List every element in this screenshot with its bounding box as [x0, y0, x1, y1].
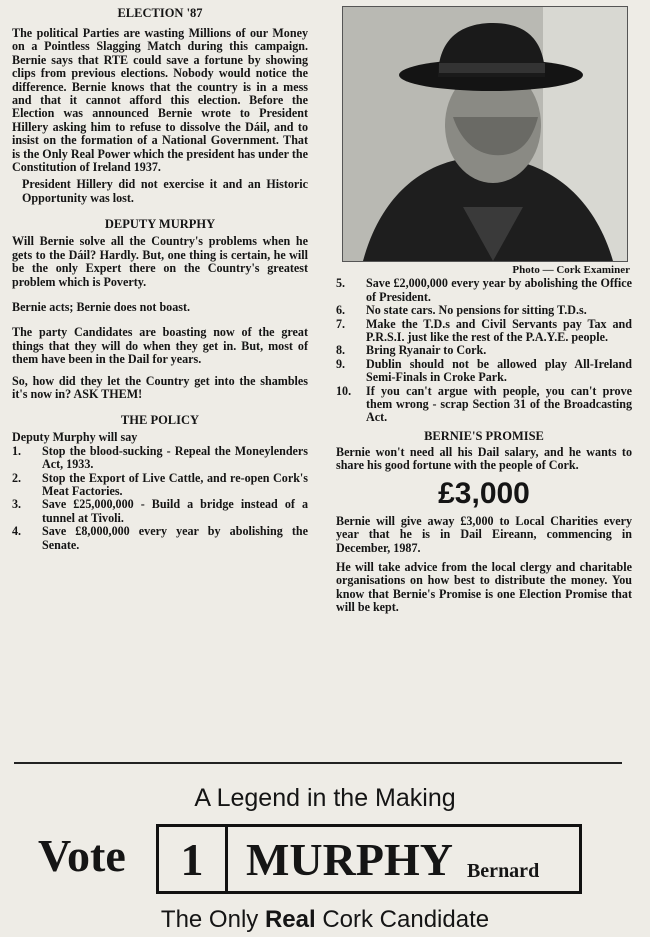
policy-item: 10. If you can't argue with people, you can't prove them wrong - scrap Section 31 of the Broadcasting Act. — [336, 383, 632, 425]
candidate-surname: MURPHY — [246, 833, 453, 885]
policy-intro: Deputy Murphy will say — [12, 430, 138, 445]
policy-item: 1. Stop the blood-sucking - Repeal the Moneylenders Act, 1933. — [12, 443, 308, 472]
policy-item: 2. Stop the Export of Live Cattle, and re-open Cork's Meat Factories. — [12, 470, 308, 498]
vote-label: Vote — [38, 830, 126, 881]
left-column — [12, 6, 308, 552]
tagline — [0, 906, 650, 934]
policy-item: 5. Save £2,000,000 every year by abolishing the Office of President. — [336, 276, 632, 304]
vote-number: 1 — [159, 827, 228, 891]
amount-display: £3,000 — [438, 476, 530, 510]
portrait-illustration — [343, 7, 627, 261]
tagline-pre: The Only — [160, 906, 259, 933]
hillery-paragraph: President Hillery did not exercise it and an Historic Opportunity was lost. — [22, 177, 308, 205]
election-heading: ELECTION '87 — [117, 6, 203, 20]
policy-item: 4. Save £8,000,000 every year by abolishing the Senate. — [12, 524, 308, 552]
policy-item: 9. Dublin should not be allowed play All-Ireland Semi-Finals in Croke Park. — [336, 356, 632, 385]
policy-list-left — [12, 445, 308, 552]
charity-paragraph: Bernie will give away £3,000 to Local Charities every year that he is in Dail Eireann, commencing in December, 1987. — [336, 513, 632, 555]
legend-slogan: A Legend in the Making — [194, 784, 456, 812]
ballot-box — [156, 824, 582, 894]
election-paragraph: The political Parties are wasting Millions of our Money on a Pointless Slagging Match during this campaign. Bernie says that RTE could save a fortune by showing clips from previous elections. Nobody would notice the difference. Bernie knows that the country is in a mess and that it cannot afford this election. Before the Election was announced Bernie wrote to President Hillery asking him to refuse to dissolve the Dáil, and to insist on the formation of a National Government. That is the Only Real Power which the president has under the Constitution of Ireland 1937. — [12, 26, 308, 175]
candidate-firstname: Bernard — [466, 859, 540, 882]
section-divider — [14, 762, 622, 764]
shambles-paragraph: So, how did they let the Country get into the shambles it's now in? ASK THEM! — [12, 373, 308, 401]
policy-list-right — [336, 277, 632, 424]
deputy-paragraph: Will Bernie solve all the Country's problems when he gets to the Dáil? Hardly. But, one thing is certain, he will be the only Expert there on the Country's greatest problem which is Poverty. — [12, 234, 308, 289]
advice-paragraph: He will take advice from the local clergy and charitable organisations on how best to distribute the money. You know that Bernie's Promise is one Election Promise that will be kept. — [336, 559, 632, 615]
candidate-photo — [342, 6, 628, 262]
policy-item: 7. Make the T.D.s and Civil Servants pay Tax and P.R.S.I. just like the rest of the P.A.Y.E. people. — [336, 316, 632, 345]
policy-heading: THE POLICY — [120, 413, 200, 428]
tagline-bold: Real — [264, 906, 316, 933]
right-column — [336, 6, 632, 615]
promise-paragraph: Bernie won't need all his Dail salary, and he wants to share his good fortune with the people of Cork. — [336, 444, 632, 473]
tagline-post: Cork Candidate — [322, 906, 490, 933]
acts-paragraph: Bernie acts; Bernie does not boast. — [12, 299, 191, 314]
policy-item: 3. Save £25,000,000 - Build a bridge instead of a tunnel at Tivoli. — [12, 497, 308, 525]
deputy-heading: DEPUTY MURPHY — [104, 217, 216, 232]
photo-credit: Photo — Cork Examiner — [512, 264, 630, 276]
candidates-paragraph: The party Candidates are boasting now of the great things that they will do when they get in. But, most of them have been in the Dail for years. — [12, 325, 308, 367]
policy-item: 6. No state cars. No pensions for sitting T.D.s. — [336, 303, 587, 318]
policy-item: 8. Bring Ryanair to Cork. — [336, 343, 487, 358]
promise-heading: BERNIE'S PROMISE — [424, 428, 544, 443]
